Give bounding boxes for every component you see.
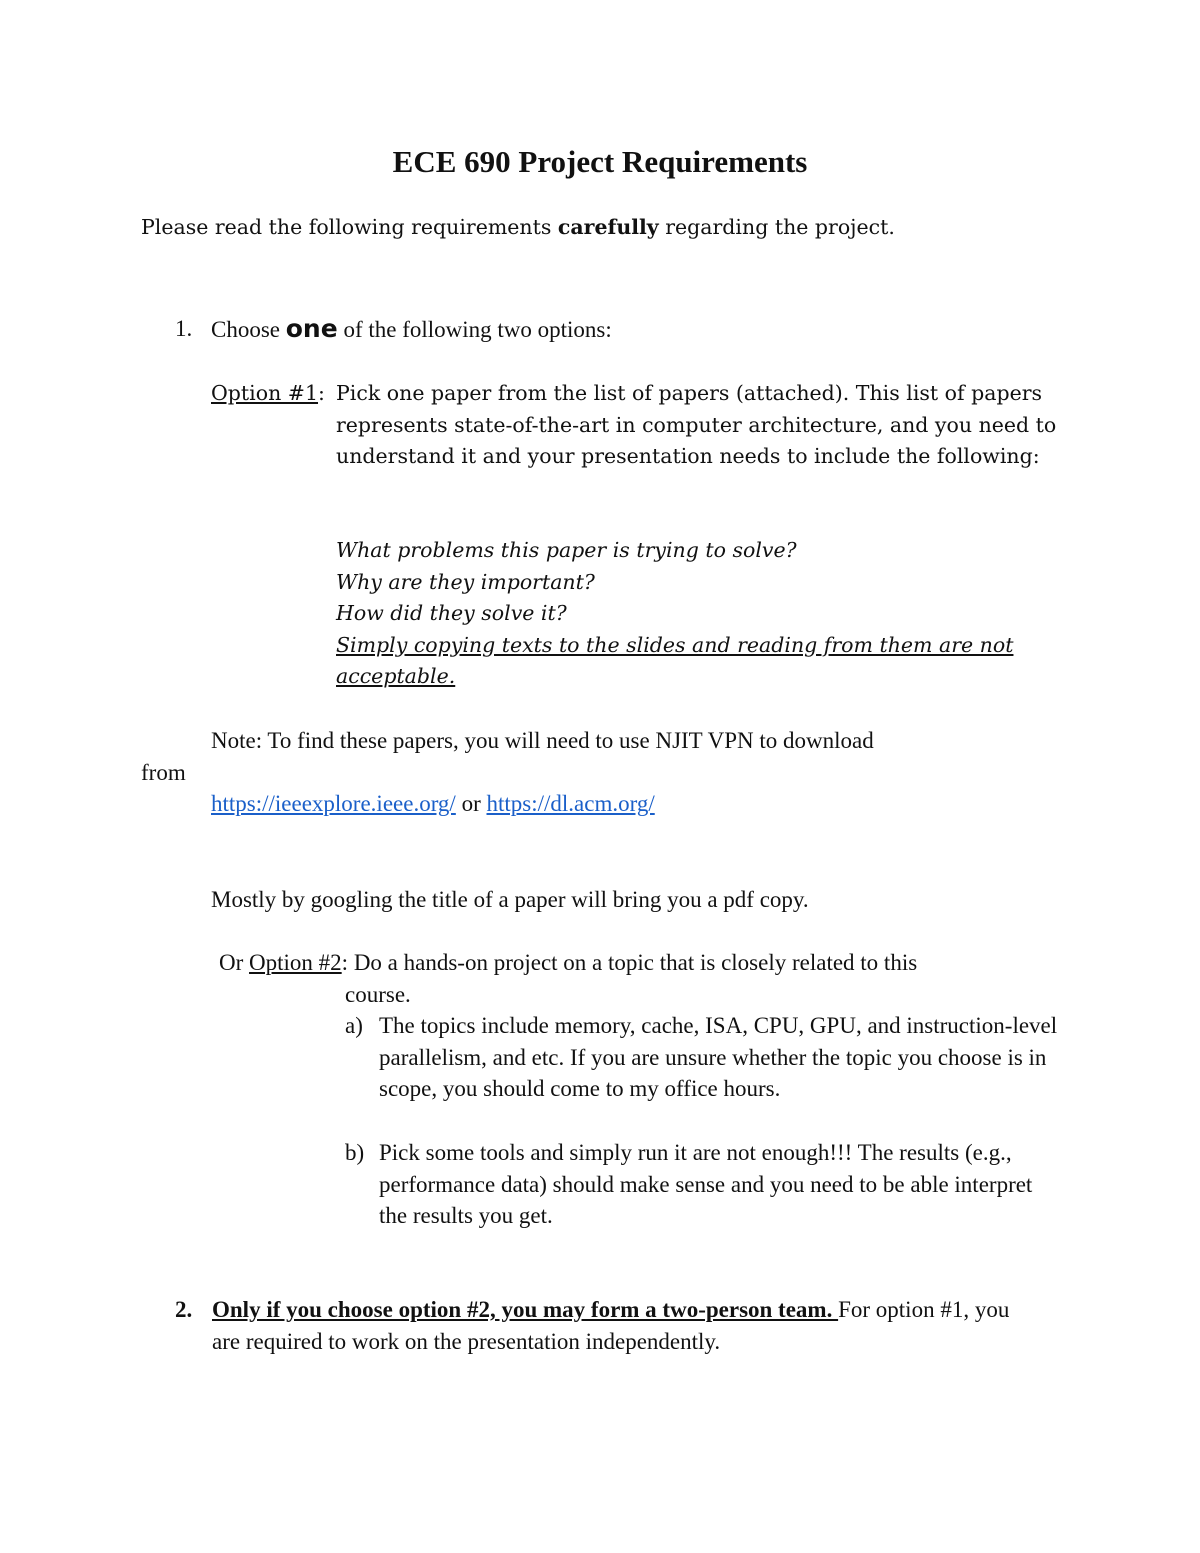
intro-paragraph [141,212,895,244]
question-item: What problems this paper is trying to solve? [336,538,797,562]
option-2-prefix: Or [219,950,250,975]
note-line-2: from [141,760,186,785]
item-2-text: For option #1, you are required to work on the presentation independently. [212,1297,1010,1354]
item-1-marker: 1. [175,316,193,341]
note-links [211,788,655,820]
note-line-1: Note: To find these papers, you will need to use NJIT VPN to download [211,728,874,753]
subitem-text: Pick some tools and simply run it are not enough!!! The results (e.g., performance data) should make sense and you need to be able interpret the results you get. [379,1140,1033,1228]
option-1-questions [336,535,1051,693]
note-tip: Mostly by googling the title of a paper will bring you a pdf copy. [211,887,809,912]
option-1-description: Pick one paper from the list of papers (attached). This list of papers represents state-of-the-art in computer architecture, and you need to understand it and your presentation needs to include the following: [336,381,1057,468]
links-separator: or [455,791,487,816]
item-2-body [212,1294,1042,1357]
option-2-text: Do a hands-on project on a topic that is closely related to this [348,950,918,975]
option-2-title: Option #2 [249,950,342,975]
question-item: How did they solve it? [336,601,567,625]
item-1-text-after: of the following two options: [337,317,612,342]
page-title: ECE 690 Project Requirements [392,144,808,179]
item-1-heading [211,313,612,346]
option-1-title: Option #1 [211,381,319,405]
ieee-explore-link[interactable]: https://ieeexplore.ieee.org/ [211,791,456,816]
item-2-marker: 2. [175,1297,193,1322]
item-1-text-before: Choose [211,317,286,342]
question-item: Why are they important? [336,569,595,594]
option-2-continuation: course. [345,982,411,1007]
intro-emphasis: carefully [557,215,659,239]
subitem-text: The topics include memory, cache, ISA, CPU, GPU, and instruction-level parallelism, and etc. If you are unsure whether the topic you choose is in scope, you should come to my office hours. [379,1013,1058,1101]
option-1-warning: Simply copying texts to the slides and reading from them are not acceptable. [336,632,1014,688]
item-2-emphasis: Only if you choose option #2, you may form a two-person team. [212,1297,839,1322]
subitem-marker: a) [345,1013,363,1038]
option-2-colon: : [341,950,349,975]
item-1-emphasis: one [285,314,338,343]
option-2-subitem-a [345,1010,1065,1105]
option-1-colon: : [318,381,325,405]
acm-dl-link[interactable]: https://dl.acm.org/ [486,791,655,816]
option-2-line [219,947,917,979]
subitem-marker: b) [345,1140,365,1165]
option-1-label [211,378,325,410]
intro-text-after: regarding the project. [658,215,895,239]
option-2-subitem-b [345,1137,1065,1232]
intro-text-before: Please read the following requirements [141,215,558,239]
